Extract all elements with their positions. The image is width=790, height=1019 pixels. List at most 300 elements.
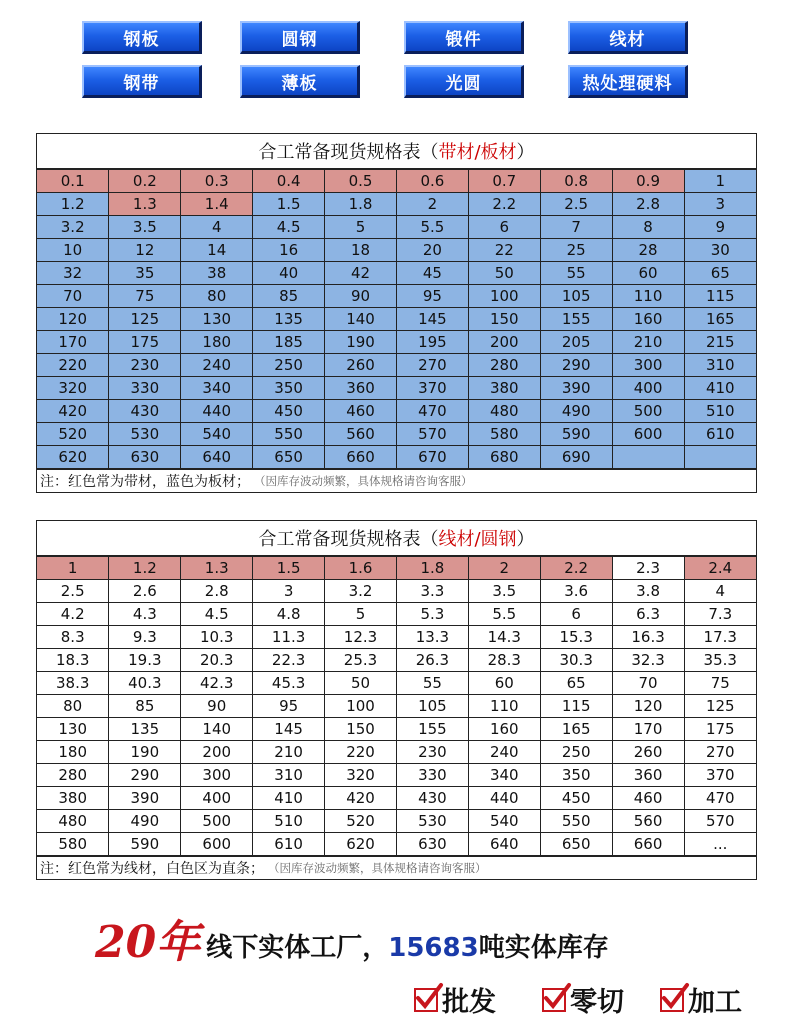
table-row xyxy=(37,718,756,741)
spec-cell: 3 xyxy=(253,580,325,603)
spec-cell: 620 xyxy=(325,833,397,856)
spec-cell: 400 xyxy=(181,787,253,810)
spec-cell: 2.2 xyxy=(468,193,540,216)
spec-cell: 430 xyxy=(396,787,468,810)
spec-cell: 165 xyxy=(540,718,612,741)
spec-cell: 2.5 xyxy=(37,580,109,603)
spec-cell: 10.3 xyxy=(181,626,253,649)
spec-cell: 0.8 xyxy=(540,170,612,193)
spec-cell: 570 xyxy=(396,423,468,446)
service-badges xyxy=(0,976,790,1018)
checkbox-checked-icon xyxy=(660,988,684,1012)
spec-cell: 90 xyxy=(181,695,253,718)
spec-cell: 0.3 xyxy=(181,170,253,193)
spec-cell: 550 xyxy=(253,423,325,446)
table-row xyxy=(37,580,756,603)
spec-cell: 19.3 xyxy=(109,649,181,672)
spec-cell: 1.5 xyxy=(253,557,325,580)
table-row xyxy=(37,170,756,193)
spec-cell: 230 xyxy=(396,741,468,764)
table-row xyxy=(37,649,756,672)
spec-cell: ... xyxy=(684,833,756,856)
spec-cell: 28 xyxy=(612,239,684,262)
spec-cell: 15.3 xyxy=(540,626,612,649)
spec-cell: 510 xyxy=(684,400,756,423)
spec-cell: 0.1 xyxy=(37,170,109,193)
spec-cell: 340 xyxy=(468,764,540,787)
spec-cell: 420 xyxy=(37,400,109,423)
spec-cell: 38.3 xyxy=(37,672,109,695)
spec-cell: 40 xyxy=(253,262,325,285)
spec-cell: 270 xyxy=(684,741,756,764)
spec-cell: 480 xyxy=(37,810,109,833)
spec-cell: 75 xyxy=(109,285,181,308)
spec-cell: 300 xyxy=(181,764,253,787)
spec-cell: 120 xyxy=(612,695,684,718)
spec-cell: 630 xyxy=(396,833,468,856)
spec-cell: 3.6 xyxy=(540,580,612,603)
note-sub: （因库存波动频繁，具体规格请咨询客服） xyxy=(254,474,473,488)
spec-cell: 650 xyxy=(253,446,325,469)
spec-cell: 370 xyxy=(684,764,756,787)
spec-cell: 490 xyxy=(109,810,181,833)
spec-cell: 390 xyxy=(109,787,181,810)
spec-cell: 6 xyxy=(468,216,540,239)
spec-cell: 7 xyxy=(540,216,612,239)
spec-cell: 110 xyxy=(468,695,540,718)
table-row xyxy=(37,764,756,787)
spec-cell: 135 xyxy=(109,718,181,741)
spec-cell: 4.5 xyxy=(181,603,253,626)
table-title-prefix: 合工常备现货规格表（ xyxy=(258,529,439,550)
spec-cell: 80 xyxy=(181,285,253,308)
table-row xyxy=(37,262,756,285)
spec-cell: 90 xyxy=(325,285,397,308)
spec-cell: 2.4 xyxy=(684,557,756,580)
spec-cell: 470 xyxy=(684,787,756,810)
spec-cell: 380 xyxy=(468,377,540,400)
spec-cell: 125 xyxy=(684,695,756,718)
spec-cell: 2.6 xyxy=(109,580,181,603)
table-row xyxy=(37,787,756,810)
spec-cell: 42.3 xyxy=(181,672,253,695)
table-row xyxy=(37,603,756,626)
spec-cell: 480 xyxy=(468,400,540,423)
spec-cell: 5.3 xyxy=(396,603,468,626)
spec-cell: 390 xyxy=(540,377,612,400)
spec-cell: 95 xyxy=(253,695,325,718)
spec-cell: 42 xyxy=(325,262,397,285)
spec-cell: 660 xyxy=(612,833,684,856)
spec-cell: 45 xyxy=(396,262,468,285)
spec-cell: 80 xyxy=(37,695,109,718)
spec-cell: 70 xyxy=(37,285,109,308)
spec-cell: 1 xyxy=(37,557,109,580)
spec-cell: 220 xyxy=(37,354,109,377)
spec-cell: 160 xyxy=(468,718,540,741)
nav-button-steel-plate[interactable]: 钢板 xyxy=(82,21,202,54)
spec-cell: 145 xyxy=(396,308,468,331)
table-row xyxy=(37,672,756,695)
spec-cell: 85 xyxy=(109,695,181,718)
spec-cell: 330 xyxy=(396,764,468,787)
spec-cell: 310 xyxy=(684,354,756,377)
spec-cell: 460 xyxy=(612,787,684,810)
slogan-text-stock: 吨实体库存 xyxy=(478,933,609,963)
spec-cell: 350 xyxy=(253,377,325,400)
spec-cell: 8 xyxy=(612,216,684,239)
note-main: 注：红色常为线材，白色区为直条； xyxy=(40,861,264,877)
spec-cell: 360 xyxy=(612,764,684,787)
spec-cell: 3 xyxy=(684,193,756,216)
spec-cell: 4 xyxy=(181,216,253,239)
spec-cell: 230 xyxy=(109,354,181,377)
spec-cell: 16 xyxy=(253,239,325,262)
spec-cell: 500 xyxy=(181,810,253,833)
spec-cell: 11.3 xyxy=(253,626,325,649)
spec-cell: 640 xyxy=(181,446,253,469)
spec-cell: 3.2 xyxy=(325,580,397,603)
spec-cell: 100 xyxy=(325,695,397,718)
spec-cell: 190 xyxy=(109,741,181,764)
spec-cell: 120 xyxy=(37,308,109,331)
spec-cell: 3.8 xyxy=(612,580,684,603)
spec-cell: 35.3 xyxy=(684,649,756,672)
spec-cell: 210 xyxy=(253,741,325,764)
table-row xyxy=(37,193,756,216)
table-row xyxy=(37,377,756,400)
spec-cell: 50 xyxy=(325,672,397,695)
spec-cell: 520 xyxy=(37,423,109,446)
spec-cell: 690 xyxy=(540,446,612,469)
spec-cell: 30 xyxy=(684,239,756,262)
spec-cell: 175 xyxy=(684,718,756,741)
spec-cell: 470 xyxy=(396,400,468,423)
spec-cell: 610 xyxy=(253,833,325,856)
spec-cell: 1 xyxy=(684,170,756,193)
table-row xyxy=(37,331,756,354)
spec-cell: 0.5 xyxy=(325,170,397,193)
table-title-prefix: 合工常备现货规格表（ xyxy=(258,142,439,163)
table-row xyxy=(37,423,756,446)
table-row xyxy=(37,354,756,377)
spec-cell: 340 xyxy=(181,377,253,400)
spec-cell: 5.5 xyxy=(468,603,540,626)
spec-cell: 650 xyxy=(540,833,612,856)
spec-cell: 185 xyxy=(253,331,325,354)
note-main: 注：红色常为带材，蓝色为板材； xyxy=(40,474,250,490)
spec-cell: 1.5 xyxy=(253,193,325,216)
spec-cell: 540 xyxy=(181,423,253,446)
spec-cell: 0.6 xyxy=(396,170,468,193)
badge-processing xyxy=(660,980,742,1019)
spec-cell: 125 xyxy=(109,308,181,331)
table-row xyxy=(37,239,756,262)
spec-cell: 510 xyxy=(253,810,325,833)
spec-cell: 3.2 xyxy=(37,216,109,239)
spec-cell: 680 xyxy=(468,446,540,469)
spec-cell: 410 xyxy=(684,377,756,400)
spec-cell: 270 xyxy=(396,354,468,377)
spec-cell: 110 xyxy=(612,285,684,308)
spec-cell: 610 xyxy=(684,423,756,446)
nav-button-round-steel[interactable]: 圆钢 xyxy=(240,21,360,54)
spec-grid xyxy=(37,169,756,469)
spec-cell: 9 xyxy=(684,216,756,239)
spec-cell: 1.4 xyxy=(181,193,253,216)
spec-cell: 240 xyxy=(181,354,253,377)
spec-cell: 40.3 xyxy=(109,672,181,695)
spec-cell: 220 xyxy=(325,741,397,764)
spec-cell: 2.3 xyxy=(612,557,684,580)
spec-cell: 170 xyxy=(612,718,684,741)
nav-button-thin-plate[interactable]: 薄板 xyxy=(240,65,360,98)
spec-cell: 490 xyxy=(540,400,612,423)
spec-cell: 12.3 xyxy=(325,626,397,649)
spec-cell: 38 xyxy=(181,262,253,285)
table-title xyxy=(37,134,756,169)
spec-cell: 370 xyxy=(396,377,468,400)
table-title-highlight: 线材/圆钢 xyxy=(438,529,517,550)
spec-cell: 135 xyxy=(253,308,325,331)
spec-cell: 25.3 xyxy=(325,649,397,672)
table-row xyxy=(37,833,756,856)
nav-button-bright-round[interactable]: 光圆 xyxy=(404,65,524,98)
nav-button-forgings[interactable]: 锻件 xyxy=(404,21,524,54)
spec-cell: 290 xyxy=(109,764,181,787)
table-row xyxy=(37,446,756,469)
spec-cell: 600 xyxy=(612,423,684,446)
spec-cell: 620 xyxy=(37,446,109,469)
spec-cell: 65 xyxy=(684,262,756,285)
table-row xyxy=(37,695,756,718)
spec-cell: 330 xyxy=(109,377,181,400)
badge-label: 零切 xyxy=(570,987,624,1018)
spec-cell: 2.2 xyxy=(540,557,612,580)
spec-cell: 55 xyxy=(540,262,612,285)
spec-cell: 22.3 xyxy=(253,649,325,672)
spec-cell: 26.3 xyxy=(396,649,468,672)
spec-cell: 2.5 xyxy=(540,193,612,216)
spec-cell: 70 xyxy=(612,672,684,695)
spec-cell: 520 xyxy=(325,810,397,833)
spec-cell: 35 xyxy=(109,262,181,285)
spec-cell: 165 xyxy=(684,308,756,331)
spec-cell: 280 xyxy=(37,764,109,787)
spec-cell: 290 xyxy=(540,354,612,377)
spec-cell: 9.3 xyxy=(109,626,181,649)
spec-cell: 0.2 xyxy=(109,170,181,193)
spec-cell: 670 xyxy=(396,446,468,469)
spec-cell xyxy=(612,446,684,469)
spec-table-strip-plate xyxy=(36,133,757,493)
badge-label: 批发 xyxy=(442,987,496,1018)
spec-cell: 0.9 xyxy=(612,170,684,193)
table-note xyxy=(37,856,756,879)
spec-cell: 1.8 xyxy=(325,193,397,216)
badge-wholesale xyxy=(414,980,496,1019)
spec-cell: 215 xyxy=(684,331,756,354)
slogan-years: 20年 xyxy=(95,917,201,968)
note-sub: （因库存波动频繁，具体规格请咨询客服） xyxy=(268,861,487,875)
spec-cell: 660 xyxy=(325,446,397,469)
spec-cell: 105 xyxy=(396,695,468,718)
spec-cell: 4 xyxy=(684,580,756,603)
spec-cell: 380 xyxy=(37,787,109,810)
spec-cell: 530 xyxy=(396,810,468,833)
spec-cell: 100 xyxy=(468,285,540,308)
spec-cell: 160 xyxy=(612,308,684,331)
spec-cell: 200 xyxy=(181,741,253,764)
spec-cell: 440 xyxy=(181,400,253,423)
spec-cell: 2.8 xyxy=(612,193,684,216)
spec-table-wire-round xyxy=(36,520,757,880)
spec-cell: 20.3 xyxy=(181,649,253,672)
spec-cell: 1.3 xyxy=(181,557,253,580)
spec-cell: 580 xyxy=(468,423,540,446)
spec-cell: 320 xyxy=(37,377,109,400)
spec-cell: 590 xyxy=(109,833,181,856)
spec-cell: 400 xyxy=(612,377,684,400)
spec-cell: 155 xyxy=(396,718,468,741)
spec-cell: 580 xyxy=(37,833,109,856)
spec-cell: 280 xyxy=(468,354,540,377)
nav-button-heat-treated[interactable]: 热处理硬料 xyxy=(568,65,688,98)
spec-cell: 600 xyxy=(181,833,253,856)
table-row xyxy=(37,810,756,833)
spec-cell: 4.3 xyxy=(109,603,181,626)
spec-cell: 150 xyxy=(468,308,540,331)
spec-cell: 50 xyxy=(468,262,540,285)
spec-cell: 460 xyxy=(325,400,397,423)
spec-cell: 115 xyxy=(540,695,612,718)
table-row xyxy=(37,400,756,423)
spec-cell: 140 xyxy=(325,308,397,331)
table-row xyxy=(37,557,756,580)
spec-cell: 14 xyxy=(181,239,253,262)
spec-cell: 560 xyxy=(325,423,397,446)
spec-cell: 75 xyxy=(684,672,756,695)
spec-cell: 4.2 xyxy=(37,603,109,626)
spec-cell: 450 xyxy=(253,400,325,423)
spec-cell: 3.5 xyxy=(468,580,540,603)
spec-cell: 150 xyxy=(325,718,397,741)
spec-cell: 155 xyxy=(540,308,612,331)
spec-cell: 25 xyxy=(540,239,612,262)
table-title-suffix: ） xyxy=(516,529,535,550)
checkbox-checked-icon xyxy=(414,988,438,1012)
spec-cell: 60 xyxy=(468,672,540,695)
spec-cell: 200 xyxy=(468,331,540,354)
spec-cell: 2 xyxy=(396,193,468,216)
spec-cell: 115 xyxy=(684,285,756,308)
spec-cell: 320 xyxy=(325,764,397,787)
spec-cell: 240 xyxy=(468,741,540,764)
spec-cell: 590 xyxy=(540,423,612,446)
spec-cell: 1.2 xyxy=(109,557,181,580)
spec-cell: 550 xyxy=(540,810,612,833)
spec-cell: 32.3 xyxy=(612,649,684,672)
spec-cell: 430 xyxy=(109,400,181,423)
spec-cell: 30.3 xyxy=(540,649,612,672)
spec-cell: 130 xyxy=(37,718,109,741)
spec-cell: 300 xyxy=(612,354,684,377)
spec-cell: 13.3 xyxy=(396,626,468,649)
spec-cell: 10 xyxy=(37,239,109,262)
spec-cell: 350 xyxy=(540,764,612,787)
spec-grid xyxy=(37,556,756,856)
spec-cell: 170 xyxy=(37,331,109,354)
spec-cell: 6 xyxy=(540,603,612,626)
spec-cell: 175 xyxy=(109,331,181,354)
spec-cell: 250 xyxy=(253,354,325,377)
checkbox-checked-icon xyxy=(542,988,566,1012)
spec-cell: 17.3 xyxy=(684,626,756,649)
spec-cell: 190 xyxy=(325,331,397,354)
spec-cell: 6.3 xyxy=(612,603,684,626)
badge-label: 加工 xyxy=(688,987,742,1018)
spec-cell: 95 xyxy=(396,285,468,308)
table-row xyxy=(37,285,756,308)
table-row xyxy=(37,308,756,331)
spec-cell: 2 xyxy=(468,557,540,580)
table-note xyxy=(37,469,756,492)
spec-cell: 540 xyxy=(468,810,540,833)
spec-cell: 60 xyxy=(612,262,684,285)
spec-cell: 105 xyxy=(540,285,612,308)
spec-cell: 16.3 xyxy=(612,626,684,649)
spec-cell: 450 xyxy=(540,787,612,810)
spec-cell: 0.4 xyxy=(253,170,325,193)
spec-cell: 28.3 xyxy=(468,649,540,672)
spec-cell: 32 xyxy=(37,262,109,285)
badge-cut-to-size xyxy=(542,980,624,1019)
slogan-banner xyxy=(95,905,609,968)
spec-cell: 5 xyxy=(325,216,397,239)
spec-cell: 45.3 xyxy=(253,672,325,695)
table-title-suffix: ） xyxy=(516,142,535,163)
spec-cell: 3.3 xyxy=(396,580,468,603)
table-row xyxy=(37,626,756,649)
spec-cell: 1.8 xyxy=(396,557,468,580)
nav-button-wire[interactable]: 线材 xyxy=(568,21,688,54)
spec-cell: 630 xyxy=(109,446,181,469)
spec-cell: 250 xyxy=(540,741,612,764)
spec-cell: 14.3 xyxy=(468,626,540,649)
table-row xyxy=(37,741,756,764)
spec-cell: 420 xyxy=(325,787,397,810)
nav-button-steel-strip[interactable]: 钢带 xyxy=(82,65,202,98)
spec-cell: 2.8 xyxy=(181,580,253,603)
spec-cell: 500 xyxy=(612,400,684,423)
spec-cell: 55 xyxy=(396,672,468,695)
spec-cell: 1.6 xyxy=(325,557,397,580)
spec-cell: 65 xyxy=(540,672,612,695)
spec-cell: 4.8 xyxy=(253,603,325,626)
spec-cell: 210 xyxy=(612,331,684,354)
spec-cell xyxy=(684,446,756,469)
spec-cell: 20 xyxy=(396,239,468,262)
spec-cell: 260 xyxy=(325,354,397,377)
spec-cell: 195 xyxy=(396,331,468,354)
spec-cell: 140 xyxy=(181,718,253,741)
spec-cell: 145 xyxy=(253,718,325,741)
spec-cell: 180 xyxy=(37,741,109,764)
spec-cell: 85 xyxy=(253,285,325,308)
spec-cell: 3.5 xyxy=(109,216,181,239)
spec-cell: 180 xyxy=(181,331,253,354)
spec-cell: 530 xyxy=(109,423,181,446)
